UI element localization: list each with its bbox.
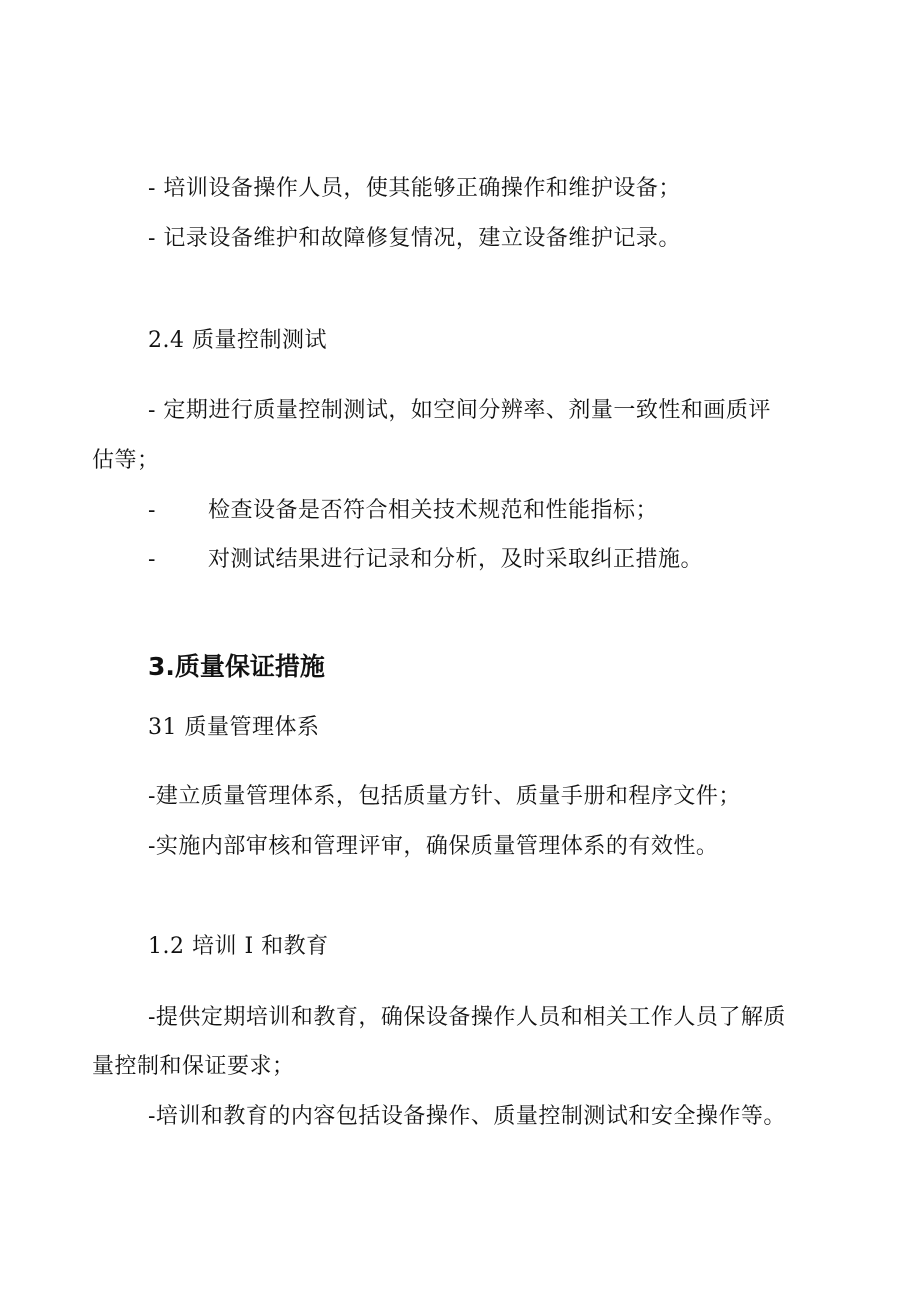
section-heading-2-4: 2.4 质量控制测试 [148, 328, 327, 353]
list-dash: - [148, 498, 156, 523]
section-heading-1-2: 1.2 培训 I 和教育 [148, 934, 329, 959]
list-item: -实施内部审核和管理评审，确保质量管理体系的有效性。 [148, 834, 719, 859]
list-dash: - [148, 547, 156, 572]
list-item [148, 545, 703, 575]
list-item: -建立质量管理体系，包括质量方针、质量手册和程序文件； [148, 784, 741, 809]
list-item: -提供定期培训和教育，确保设备操作人员和相关工作人员了解质 [148, 1005, 786, 1030]
section-heading-3: 3.质量保证措施 [148, 652, 325, 681]
list-item: -培训和教育的内容包括设备操作、质量控制测试和安全操作等。 [148, 1104, 786, 1129]
list-item-continuation: 量控制和保证要求； [92, 1054, 295, 1079]
list-item: - 定期进行质量控制测试，如空间分辨率、剂量一致性和画质评 [148, 398, 771, 423]
list-item: - 记录设备维护和故障修复情况，建立设备维护记录。 [148, 226, 681, 251]
list-item-text: 对测试结果进行记录和分析，及时采取纠正措施。 [207, 547, 703, 572]
list-item-continuation: 估等； [92, 448, 160, 473]
list-item: - 培训设备操作人员，使其能够正确操作和维护设备； [148, 176, 681, 201]
section-heading-3-1: 31 质量管理体系 [148, 715, 320, 740]
list-item [148, 496, 658, 526]
list-item-text: 检查设备是否符合相关技术规范和性能指标； [207, 498, 658, 523]
